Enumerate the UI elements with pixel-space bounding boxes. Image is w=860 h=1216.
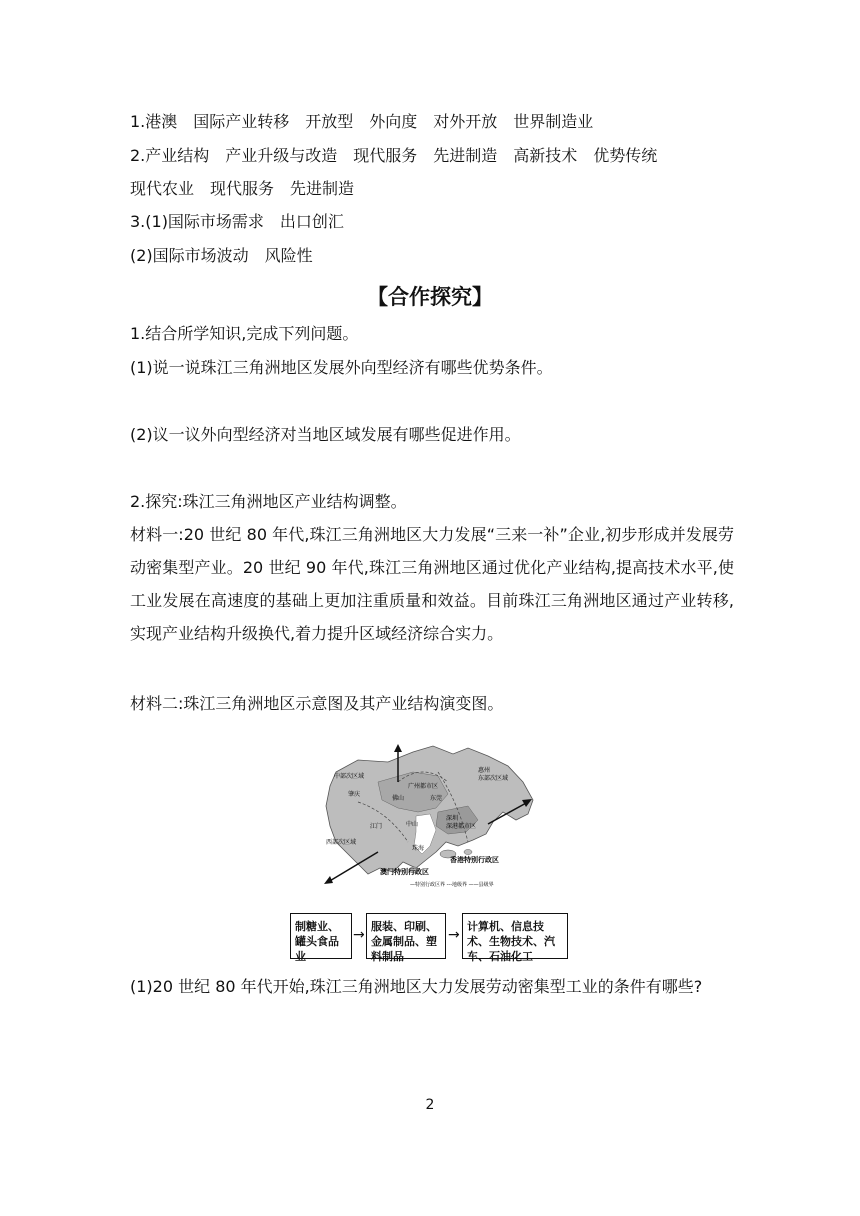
- map-label-north-sub: 中部次区域: [334, 773, 365, 780]
- q1-sub1: (1)说一说珠江三角洲地区发展外向型经济有哪些优势条件。: [130, 358, 553, 377]
- page-number: 2: [425, 1097, 435, 1113]
- map-label-zhaoqing: 肇庆: [348, 791, 361, 798]
- q2-sub1: (1)20 世纪 80 年代开始,珠江三角洲地区大力发展劳动密集型工业的条件有哪些?: [130, 977, 703, 996]
- flow-arrow-1: →: [353, 927, 365, 943]
- map-label-east-sub: 东部次区域: [478, 775, 509, 782]
- answer-line-5: (2)国际市场波动 风险性: [130, 246, 313, 265]
- map-label-zhongshan: 中山: [406, 821, 419, 828]
- flow-box-stage3: 计算机、信息技术、生物技术、汽车、石油化工: [462, 913, 568, 959]
- flow-arrow-2: →: [448, 927, 460, 943]
- map-legend: —特别行政区界 ---地级界 ——县级界: [410, 882, 494, 888]
- pearl-river-delta-map: [318, 742, 548, 890]
- q1-intro: 1.结合所学知识,完成下列问题。: [130, 324, 359, 343]
- q2-intro: 2.探究:珠江三角洲地区产业结构调整。: [130, 492, 407, 511]
- map-label-guangzhou: 广州都市区: [408, 783, 439, 790]
- map-label-shenzhen-metro: 深港都市区: [446, 823, 477, 830]
- flow-box-stage2: 服装、印刷、金属制品、塑料制品: [366, 913, 446, 959]
- map-label-dongguan: 东莞: [430, 795, 443, 802]
- map-label-west-sub: 西部次区域: [326, 839, 357, 846]
- answer-line-4: 3.(1)国际市场需求 出口创汇: [130, 212, 344, 231]
- map-label-jiangmen: 江门: [370, 823, 383, 830]
- q1-sub2: (2)议一议外向型经济对当地区域发展有哪些促进作用。: [130, 425, 521, 444]
- answer-line-3: 现代农业 现代服务 先进制造: [130, 179, 355, 198]
- q2-material2: 材料二:珠江三角洲地区示意图及其产业结构演变图。: [130, 694, 504, 713]
- flow-box-stage1: 制糖业、罐头食品业: [290, 913, 352, 959]
- map-label-shenzhen: 深圳: [446, 815, 459, 822]
- map-label-hk: 香港特别行政区: [450, 856, 499, 864]
- section-title: 【合作探究】: [367, 285, 493, 309]
- industry-flow-diagram: [290, 913, 570, 961]
- map-label-macau: 澳门特别行政区: [380, 868, 429, 876]
- map-label-zhuhai: 珠海: [412, 845, 425, 852]
- map-label-foshan: 佛山: [392, 795, 405, 802]
- q2-material1: 材料一:20 世纪 80 年代,珠江三角洲地区大力发展“三来一补”企业,初步形成并发展劳动密集型产业。20 世纪 90 年代,珠江三角洲地区通过优化产业结构,提高技术水平,使工业发展在高速度的基础上更加注重质量和效益。目前珠江三角洲地区通过产业转移,实现产业结构升级换代,着力提升区域经济综合实力。: [130, 525, 734, 643]
- map-label-huizhou: 惠州: [478, 767, 491, 774]
- answer-line-2: 2.产业结构 产业升级与改造 现代服务 先进制造 高新技术 优势传统: [130, 146, 658, 165]
- answer-line-1: 1.港澳 国际产业转移 开放型 外向度 对外开放 世界制造业: [130, 112, 594, 131]
